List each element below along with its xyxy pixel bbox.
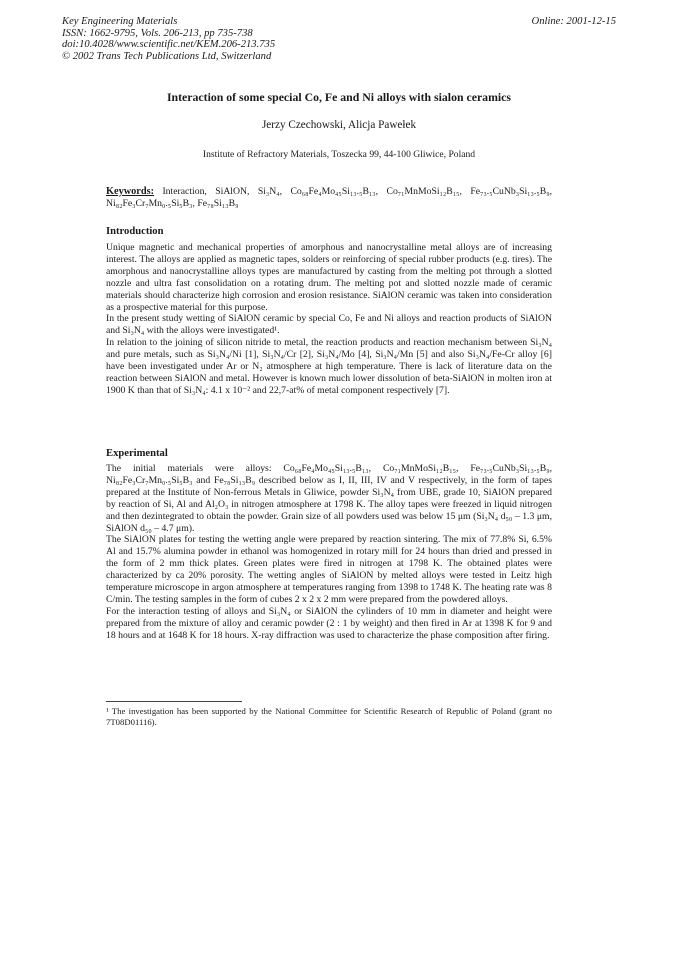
doi-line: doi:10.4028/www.scientific.net/KEM.206-213.735 — [62, 39, 276, 51]
footnote: ¹ The investigation has been supported by the National Committee for Scientific Research of Republic of Poland (grant no 7T08D01116). — [106, 706, 552, 728]
introduction-section — [106, 242, 552, 397]
keywords-text: Interaction, SiAlON, Si₃N₄, Co₆₈Fe₄Mo₄₅Si₁₃.₅B₁₃, Co₇₁MnMoSi₁₂B₁₅, Fe₇₃.₅CuNb₃Si₁₃.₅B₉, Ni₈₂Fe₃Cr₇Mn₀.₅Si₅B₃, Fe₇₈Si₁₃B₉ — [106, 186, 552, 209]
footnote-divider — [106, 701, 242, 702]
experimental-paragraph: The SiAlON plates for testing the wetting angle were prepared by reaction sintering. The mix of 77.8% Si, 6.5% Al and 15.7% alumina powder in ethanol was homogenized in rotary mill for 24 hours than dried and pressed in the form of 2 mm thick plates. Green plates were fired in nitrogen at 1798 K. The obtained plates were characterized by ca 20% porosity. The wetting angles of SiAlON by melted alloys were tested in Leitz high temperature microscope in argon atmosphere at temperatures ranging from 1398 to 1748 K. The heating rate was 8 C/min. The testing samples in the form of cubes 2 x 2 x 2 mm were prepared from the powdered alloys. — [106, 534, 552, 605]
experimental-heading: Experimental — [106, 448, 168, 459]
intro-paragraph: In the present study wetting of SiAlON ceramic by special Co, Fe and Ni alloys and reaction products of SiAlON and Si₃N₄ with the alloys were investigated¹. — [106, 313, 552, 337]
intro-paragraph: In relation to the joining of silicon nitride to metal, the reaction products and reaction mechanism between Si₃N₄ and pure metals, such as Si₃N₄/Ni [1], Si₃N₄/Cr [2], Si₃N₄/Mo [4], Si₃N₄/Mn [5] and also Si₃N₄/Fe-Cr alloy [6] have been investigated under Ar or N₂ atmosphere at high temperature. There is lack of literature data on the reaction between SiAlON and metal. However is known much lower dissolution of beta-SiAlON in molten iron at 1900 K than that of Si₃N₄: 4.1 x 10⁻² and 22,7-at% of metal component respectively [7]. — [106, 337, 552, 396]
affiliation: Institute of Refractory Materials, Toszecka 99, 44-100 Gliwice, Poland — [202, 149, 476, 160]
keywords-label: Keywords: — [106, 186, 155, 197]
intro-paragraph: Unique magnetic and mechanical properties of amorphous and nanocrystalline metal alloys are of increasing interest. The alloys are applied as magnetic tapes, solders or reinforcing of special rubber products (e.g. tires). The amorphous and nanocrystalline alloys types are manufactured by casting from the melting pot through a slotted nozzle and ultra fast consolidation on a rotating drum. The melting pot and slotted nozzle made of ceramic materials should characterize high corrosion and erosion resistance. SiAlON ceramic was taken into consideration as a prospective material for this purpose. — [106, 242, 552, 313]
introduction-heading: Introduction — [106, 226, 164, 237]
journal-header — [62, 16, 275, 62]
paper-authors: Jerzy Czechowski, Alicja Pawełek — [261, 119, 417, 131]
journal-name: Key Engineering Materials — [62, 16, 178, 27]
experimental-paragraph: The initial materials were alloys: Co₆₈Fe₄Mo₄₅Si₁₃.₅B₁₃, Co₇₁MnMoSi₁₂B₁₅, Fe₇₃.₅CuNb₃Si₁₃.₅B₉, Ni₈₂Fe₃Cr₇Mn₀.₅Si₅B₃ and Fe₇₈Si₁₃B₉ described below as I, II, III, IV and V respectively, in the form of tapes prepared at the Institute of Non-ferrous Metals in Gliwice, powder Si₃N₄ from UBE, grade 10, SiAlON prepared by reaction of Si, Al and Al₂O₃ in nitrogen atmosphere at 1798 K. The alloy tapes were freezed in liquid nitrogen and then dezintegrated to obtain the powder. Grain size of all powders used was below 15 μm (Si₃N₄ d₅₀ – 1.3 μm, SiAlON d₅₀ – 4.7 μm). — [106, 463, 552, 534]
experimental-section — [106, 463, 552, 642]
experimental-paragraph: For the interaction testing of alloys and Si₃N₄ or SiAlON the cylinders of 10 mm in diameter and height were prepared from the mixture of alloy and ceramic powder (2 : 1 by weight) and then fired in Ar at 1398 K for 9 and 18 hours and at 1648 K for 18 hours. X-ray diffraction was used to characterize the phase composition after firing. — [106, 605, 552, 641]
keywords-block — [106, 186, 552, 210]
paper-title: Interaction of some special Co, Fe and Ni alloys with sialon ceramics — [166, 90, 512, 104]
copyright-line: © 2002 Trans Tech Publications Ltd, Switzerland — [62, 50, 272, 62]
online-date: Online: 2001-12-15 — [531, 16, 616, 27]
issn-line: ISSN: 1662-9795, Vols. 206-213, pp 735-738 — [62, 27, 253, 39]
